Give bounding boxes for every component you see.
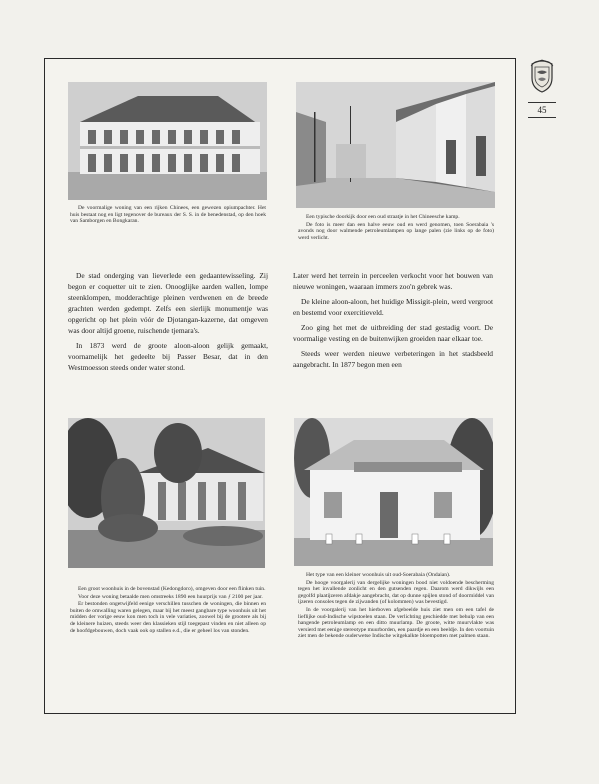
body-right-column [293,270,493,374]
caption-top-right [298,214,494,242]
caption-bottom-left [70,586,266,635]
body-paragraph: De kleine aloon-aloon, het huidige Missigit-plein, werd vergroot en bestemd voor exercitieveld. [293,297,493,317]
caption-text: De voormalige woning van een rijken Chinees, een gewezen opiumpachter. Het huis bestaat nog en ligt tegenover de bureaux der S. S. in de benedenstad, op den hoek van Samborgen en Bongkaran. [70,205,266,225]
body-paragraph: Later werd het terrein in perceelen verkocht voor het bouwen van nieuwe woningen, waaraan immers zoo'n gebrek was. [293,271,493,291]
city-seal-icon [528,58,556,94]
caption-text: In de voorgalerij van het hierboven afgebeelde huis ziet men om een tafel de lieflijke oud-Indische wipstoelen staan. De verlichting geschiedde met behulp van een hangende petroleumlamp en een ditto muurlamp. De groote, witte muurvlakte was versierd met eenige stereotype muurborden, een paardje en een beeldje. In den voortuin ziet men de bekende ouderwetse Indische witgekalkte bloempotten met palmen staan. [298,606,495,640]
body-paragraph: Zoo ging het met de uitbreiding der stad gestadig voort. De voormalige vesting en de buitenwijken groeiden naar elkaar toe. [293,323,493,343]
caption-bottom-right [298,572,494,641]
caption-top-left [70,205,266,226]
photo-smaller-house [294,418,493,566]
page-number: 45 [528,102,556,118]
caption-text: Het type van een kleiner woonhuis uit oud-Soerabaia (Ondaian). [306,572,451,578]
body-paragraph: De stad onderging van lieverlede een gedaantewisseling. Zij begon er coquetter uit te zien. Onooglijke aarden wallen, lompe steenklompen, modderachtige pleinen verdwenen en de breede grachten werden gedempt. Zelfs een sierlijk monumentje was opgericht op het plein vóór de Djotangan-kazerne, dat omgeven was door altijd groene, ruischende tjemara's. [68,271,268,335]
body-left-column [68,270,268,377]
caption-text: Een groot woonhuis in de bovenstad (Kedongdoro), omgeven door een flinken tuin. [78,586,266,592]
caption-text: Er bestonden ongetwijfeld eenige verschillen tusschen de woningen, die binnen en buiten de omwalling waren gelegen, maar bij het meest gangbare type woonhuis uit het midden der vorige eeuw kon men toch in vele variaties, zoowel bij de grootere als bij de kleinere huizen, steeds weer den klassieken stijl toegepast vinden en niet alleen op de hoofdgebouwen, doch vaak ook op stallen e.d., die er geheel los van stonden. [70,601,266,634]
photo-house-garden [68,418,265,568]
body-paragraph: In 1873 werd de groote aloon-aloon gelijk gemaakt, voornamelijk het gedeelte bij Passer Besar, dat in den Westmoesson steeds onder water stond. [68,341,268,372]
body-paragraph: Steeds weer werden nieuwe verbeteringen in het stadsbeeld aangebracht. In 1877 begon men een [293,349,493,369]
caption-text: De foto is meer dan een halve eeuw oud en werd genomen, toen Soerabaia 's avonds nog door walmende petroleumlampen op lange palen (zie links op de foto) werd verlicht. [298,221,494,241]
photo-chinese-street [296,82,495,208]
caption-text: De hooge voorgalerij van dergelijke woningen bood niet voldoende bescherming tegen het invallende zonlicht en den gutsenden regen. Daarom werd dikwijls een gegolfd plaatijzeren afdakje aangebracht, dat op dunne spijlen stond of doormiddel van ijzeren consoles tegen de zijwanden (of kolommen) was bevestigd. [298,579,494,606]
caption-text: Een typische doorkijk door een oud straatje in het Chineesche kamp. [306,214,460,220]
caption-text: Voor deze woning betaalde men omstreeks 1890 een huurprijs van ƒ 2100 per jaar. [78,593,263,600]
photo-chinese-mansion [68,82,267,200]
